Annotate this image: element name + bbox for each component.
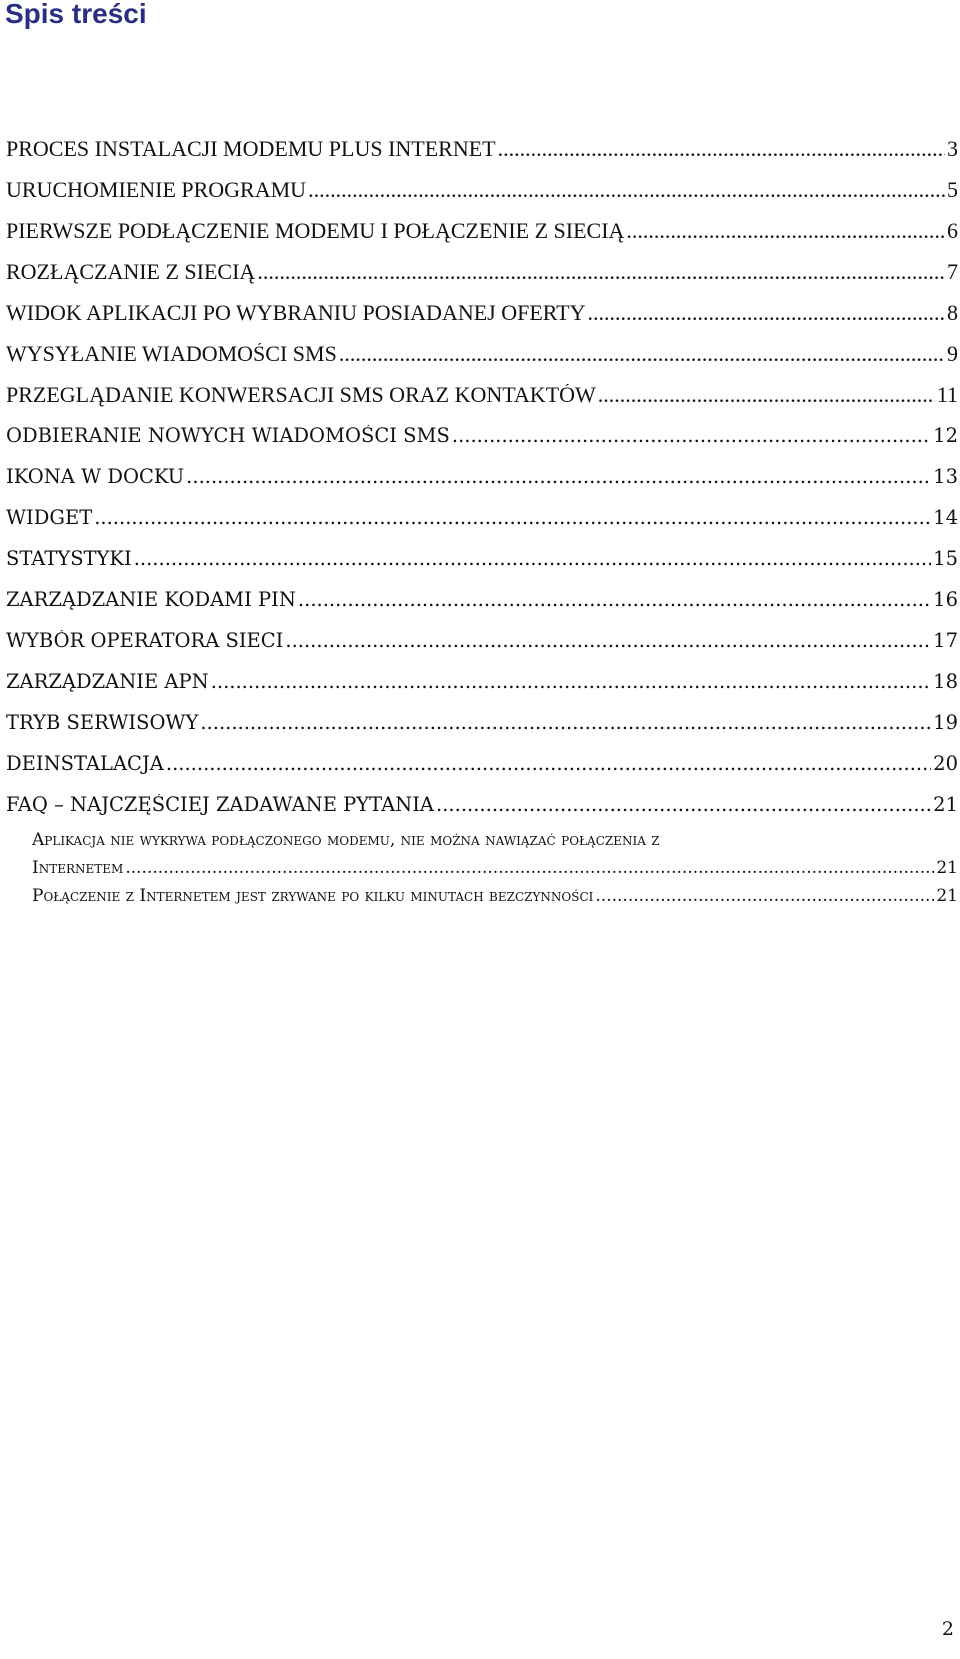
dot-leader (339, 343, 945, 365)
toc-entry[interactable] (6, 466, 958, 507)
toc-entry-title: WYBÓR OPERATORA SIECI (6, 630, 284, 652)
toc-entry-page: 21 (933, 794, 958, 816)
toc-entry-title: URUCHOMIENIE PROGRAMU (6, 179, 307, 202)
dot-leader (200, 712, 931, 734)
dot-leader (285, 630, 931, 652)
toc-entry-page: 12 (933, 425, 958, 447)
toc-entry-title: TRYB SERWISOWY (6, 712, 199, 734)
toc-entry-page: 14 (933, 507, 958, 529)
toc-entry-page: 17 (933, 630, 958, 652)
toc-entry-page: 11 (936, 384, 958, 407)
dot-leader (598, 384, 935, 406)
toc-entry[interactable] (6, 425, 958, 466)
toc-entry[interactable] (6, 507, 958, 548)
toc-entry-title: PIERWSZE PODŁĄCZENIE MODEMU I POŁĄCZENIE Z SIECIĄ (6, 220, 625, 243)
toc-entry-page: 20 (933, 753, 958, 775)
toc-entry-page: 15 (933, 548, 958, 570)
toc-entry-page: 16 (933, 589, 958, 611)
toc-entry[interactable] (6, 671, 958, 712)
dot-leader (308, 179, 945, 201)
toc-entry[interactable] (6, 630, 958, 671)
toc-entry-title: WYSYŁANIE WIADOMOŚCI SMS (6, 343, 337, 366)
toc-entry[interactable] (6, 548, 958, 589)
toc-entry-title: WIDOK APLIKACJI PO WYBRANIU POSIADANEJ OFERTY (6, 302, 586, 325)
toc-entry-title: ODBIERANIE NOWYCH WIADOMOŚCI SMS (6, 425, 450, 447)
toc-entry-title: FAQ – NAJCZĘŚCIEJ ZADAWANE PYTANIA (6, 794, 435, 816)
dot-leader (436, 794, 931, 816)
toc-entry[interactable] (6, 302, 958, 343)
dot-leader (626, 220, 945, 242)
toc-entry-page: 19 (933, 712, 958, 734)
page-title: Spis treści (5, 0, 147, 29)
dot-leader (125, 854, 934, 882)
dot-leader (298, 589, 931, 611)
toc-entry-title: PROCES INSTALACJI MODEMU PLUS INTERNET (6, 138, 496, 161)
toc-subentry[interactable] (6, 854, 958, 882)
dot-leader (498, 138, 945, 160)
toc-entry-title: WIDGET (6, 507, 93, 529)
dot-leader (595, 882, 934, 910)
table-of-contents (6, 138, 958, 910)
toc-entry[interactable] (6, 712, 958, 753)
toc-entry[interactable] (6, 138, 958, 179)
toc-entry[interactable] (6, 179, 958, 220)
toc-entry[interactable] (6, 753, 958, 794)
toc-entry-page: 8 (947, 302, 958, 325)
toc-subentry-page: 21 (936, 886, 958, 906)
toc-entry-page: 6 (947, 220, 958, 243)
dot-leader (587, 302, 945, 324)
toc-subentry[interactable] (6, 826, 958, 854)
toc-entry-page: 3 (947, 138, 958, 161)
page-number: 2 (941, 1618, 954, 1640)
toc-entry-title: PRZEGLĄDANIE KONWERSACJI SMS ORAZ KONTAKTÓW (6, 384, 596, 407)
dot-leader (94, 507, 931, 529)
toc-entry-title: STATYSTYKI (6, 548, 132, 570)
dot-leader (186, 466, 931, 488)
toc-entry-page: 7 (947, 261, 958, 284)
dot-leader (134, 548, 931, 570)
toc-entry-title: IKONA W DOCKU (6, 466, 185, 488)
toc-subentry-title-line1: Aplikacja nie wykrywa podłączonego modemu, nie można nawiązać połączenia z (32, 830, 660, 850)
dot-leader (257, 261, 945, 283)
toc-entry-page: 5 (947, 179, 958, 202)
toc-entry-title: DEINSTALACJA (6, 753, 164, 775)
toc-entry-title: ZARZĄDZANIE APN (6, 671, 209, 693)
toc-entry[interactable] (6, 220, 958, 261)
toc-subentry-page: 21 (936, 858, 958, 878)
toc-subentry-title-line2: Internetem (32, 858, 124, 878)
toc-entry[interactable] (6, 261, 958, 302)
toc-entry-page: 18 (933, 671, 958, 693)
toc-entry-page: 9 (947, 343, 958, 366)
toc-entry[interactable] (6, 589, 958, 630)
toc-subentry-title: Połączenie z Internetem jest zrywane po kilku minutach bezczynności (32, 886, 594, 906)
toc-entry[interactable] (6, 384, 958, 425)
toc-entry-title: ROZŁĄCZANIE Z SIECIĄ (6, 261, 256, 284)
toc-entry-title: ZARZĄDZANIE KODAMI PIN (6, 589, 296, 611)
toc-entry[interactable] (6, 794, 958, 826)
toc-subentry[interactable] (6, 882, 958, 910)
toc-entry-page: 13 (933, 466, 958, 488)
dot-leader (452, 425, 931, 447)
dot-leader (211, 671, 931, 693)
toc-entry[interactable] (6, 343, 958, 384)
dot-leader (166, 753, 931, 775)
